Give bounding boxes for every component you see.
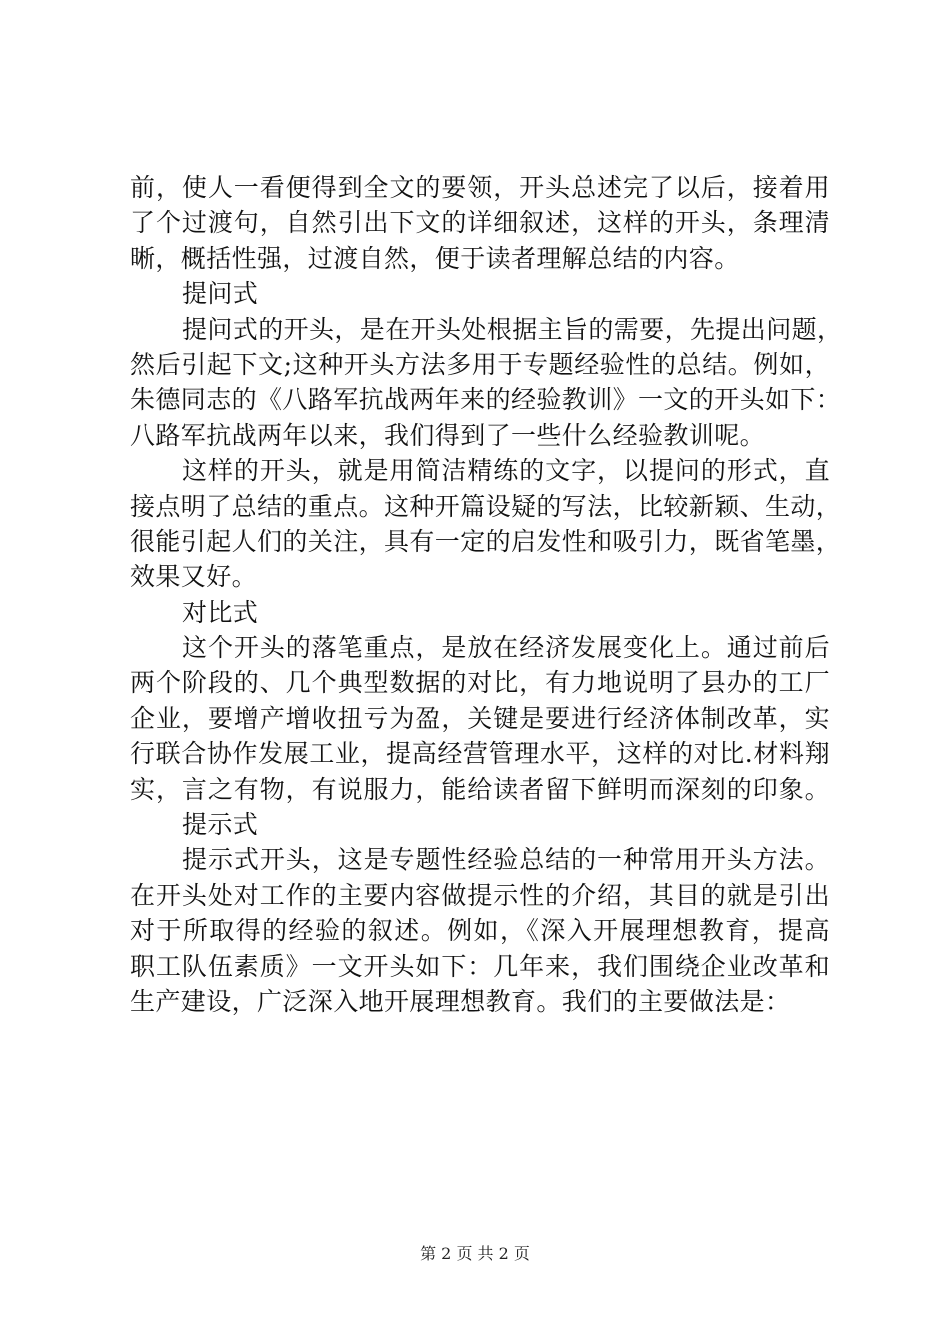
- text-line: 前，使人一看便得到全文的要领，开头总述完了以后，接着用: [130, 173, 830, 202]
- paragraph-first-line: 提问式的开头，是在开头处根据主旨的需要，先提出问题，: [182, 314, 843, 344]
- text-line: 了个过渡句，自然引出下文的详细叙述，这样的开头，条理清: [130, 208, 830, 238]
- text-line: 接点明了总结的重点。这种开篇设疑的写法，比较新颖、生动，: [130, 491, 842, 521]
- text-line: 晰，概括性强，过渡自然，便于读者理解总结的内容。: [130, 243, 740, 273]
- text-line: 两个阶段的、几个典型数据的对比，有力地说明了县办的工厂: [130, 668, 830, 698]
- text-line: 企业，要增产增收扭亏为盈，关键是要进行经济体制改革，实: [130, 703, 830, 733]
- text-line: 对于所取得的经验的叙述。例如，《深入开展理想教育，提高: [130, 916, 830, 946]
- text-line: 行联合协作发展工业，提高经营管理水平，这样的对比.材料翔: [130, 739, 830, 769]
- text-line: 然后引起下文;这种开头方法多用于专题经验性的总结。例如，: [130, 349, 830, 379]
- paragraph-first-line: 这个开头的落笔重点，是放在经济发展变化上。通过前后: [182, 633, 830, 663]
- text-line: 在开头处对工作的主要内容做提示性的介绍，其目的就是引出: [130, 880, 830, 910]
- text-line: 生产建设，广泛深入地开展理想教育。我们的主要做法是：: [130, 986, 791, 1016]
- text-line: 八路军抗战两年以来，我们得到了一些什么经验教训呢。: [130, 420, 766, 450]
- section-heading-duibi: 对比式: [182, 597, 259, 627]
- text-line: 朱德同志的《八路军抗战两年来的经验教训》一文的开头如下：: [130, 385, 842, 415]
- page-number-footer: 第 2 页 共 2 页: [420, 1244, 530, 1263]
- section-heading-tiwen: 提问式: [182, 279, 259, 309]
- text-line: 效果又好。: [130, 562, 258, 592]
- text-line: 实，言之有物，有说服力，能给读者留下鲜明而深刻的印象。: [130, 774, 830, 804]
- document-body: [130, 170, 843, 1019]
- text-line: 很能引起人们的关注，具有一定的启发性和吸引力，既省笔墨，: [130, 526, 842, 556]
- paragraph-first-line: 提示式开头，这是专题性经验总结的一种常用开头方法。: [182, 845, 830, 875]
- text-line: 职工队伍素质》一文开头如下：几年来，我们围绕企业改革和: [130, 951, 830, 981]
- section-heading-tishi: 提示式: [182, 810, 259, 840]
- paragraph-first-line: 这样的开头，就是用简洁精练的文字，以提问的形式，直: [182, 456, 830, 486]
